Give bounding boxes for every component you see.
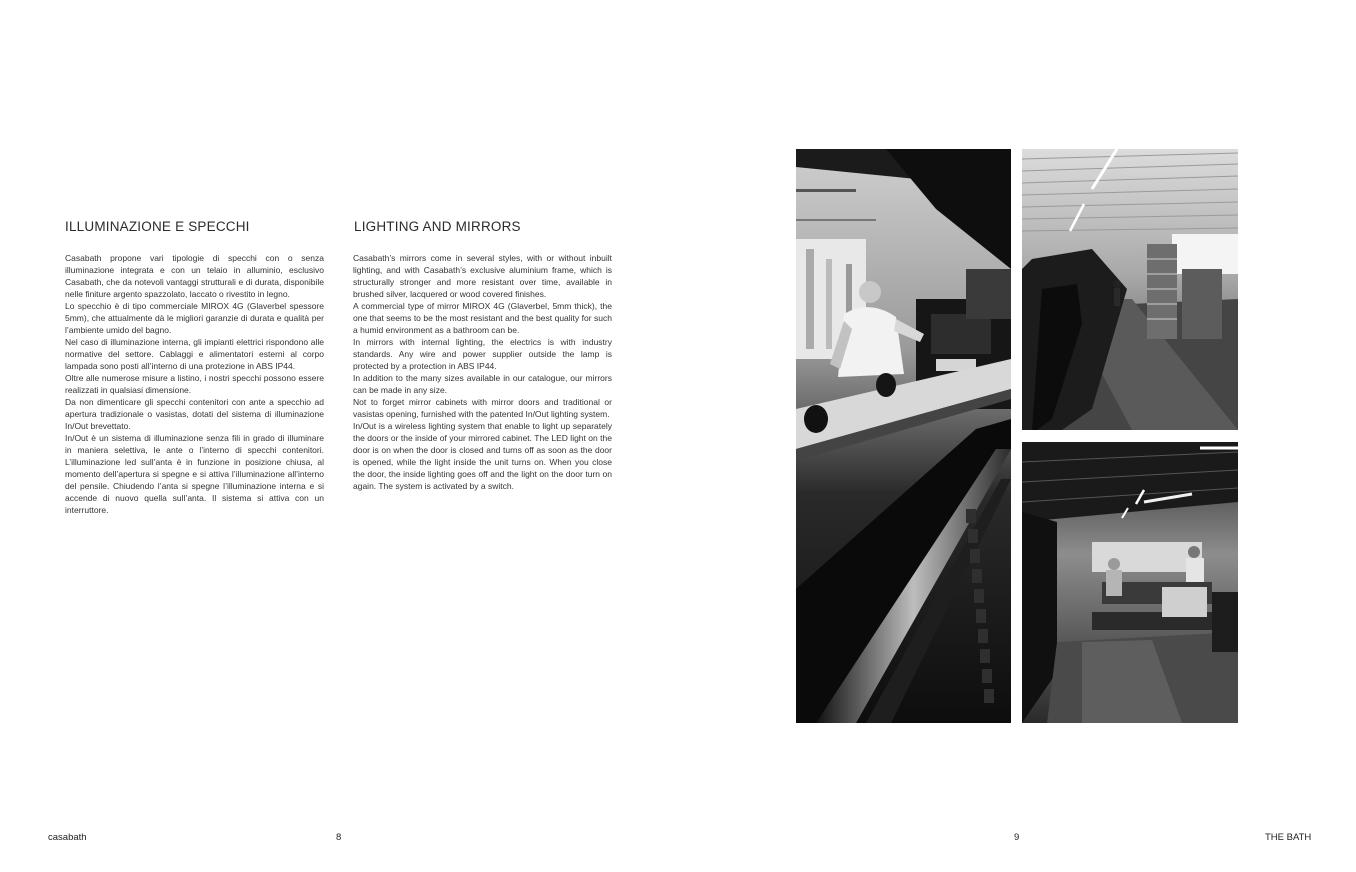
paragraph: In/Out è un sistema di illuminazione senza fili in grado di illuminare in maniera selettiva, le ante o l’interno di specchi contenitori. L’illuminazione led sull’anta è in funzione in posizione chiusa, al momento dell’apertura si spegne e si attiva l’illuminazione all’interno del pensile. Chiudendo l’anta si spegne l’illuminazione interna e si accende di nuovo quella sull’anta. Il sistema si attiva con un interruttore. [65, 433, 324, 515]
paragraph: Casabath’s mirrors come in several styles, with or without inbuilt lighting, and with Casabath’s exclusive aluminium frame, which is structurally stronger and more resistant over time, available in brushed silver, lacquered or wood covered finishes. [353, 253, 612, 299]
factory-workshop-photo [1022, 442, 1238, 723]
page-number-left: 8 [336, 832, 342, 843]
heading-english: LIGHTING AND MIRRORS [354, 219, 521, 234]
paragraph: In/Out is a wireless lighting system that enable to light up separately the doors or the inside of your mirrored cabinet. The LED light on the door is on when the door is closed and turns off as soon as the door is opened, while the light inside the unit turns on. When you close the door, the inside lighting goes off and the light on the door turn on again. The system is activated by a switch. [353, 421, 612, 491]
factory-hall-photo [1022, 149, 1238, 430]
footer-section-title: THE BATH [1265, 832, 1312, 843]
paragraph: Not to forget mirror cabinets with mirror doors and traditional or vasistas opening, furnished with the patented In/Out lighting system. [353, 397, 612, 419]
page-number-right: 9 [1014, 832, 1020, 843]
heading-italian: ILLUMINAZIONE E SPECCHI [65, 219, 250, 234]
paragraph: Da non dimenticare gli specchi contenitori con ante a specchio ad apertura tradizionale o vasistas, dotati del sistema di illuminazione In/Out brevettato. [65, 397, 324, 431]
paragraph: Casabath propone vari tipologie di specchi con o senza illuminazione integrata e con un telaio in alluminio, esclusivo Casabath, che da notevoli vantaggi strutturali e di durata, disponibile nelle finiture argento spazzolato, laccato o rivestito in legno. [65, 253, 324, 299]
paragraph: Lo specchio è di tipo commerciale MIROX 4G (Glaverbel spessore 5mm), che attualmente dà le migliori garanzie di durata e qualità per l’ambiente umido del bagno. [65, 301, 324, 335]
paragraph: Nel caso di illuminazione interna, gli impianti elettrici rispondono alle normative del settore. Cablaggi e alimentatori esterni al corpo lampada sono posti all’interno di una protezione in ABS IP44. [65, 337, 324, 371]
body-text-italian [65, 252, 324, 516]
paragraph: A commercial type of mirror MIROX 4G (Glaverbel, 5mm thick), the one that seems to be the most resistant and the best quality for such a humid environment as a bathroom can be. [353, 301, 612, 335]
body-text-english [353, 252, 612, 492]
footer-brand: casabath [48, 832, 87, 843]
paragraph: In addition to the many sizes available in our catalogue, our mirrors can be made in any size. [353, 373, 612, 395]
paragraph: In mirrors with internal lighting, the electrics is with industry standards. Any wire and power supplier outside the lamp is protected by a protection in ABS IP44. [353, 337, 612, 371]
factory-machine-photo [796, 149, 1011, 723]
paragraph: Oltre alle numerose misure a listino, i nostri specchi possono essere realizzati in qualsiasi dimensione. [65, 373, 324, 395]
